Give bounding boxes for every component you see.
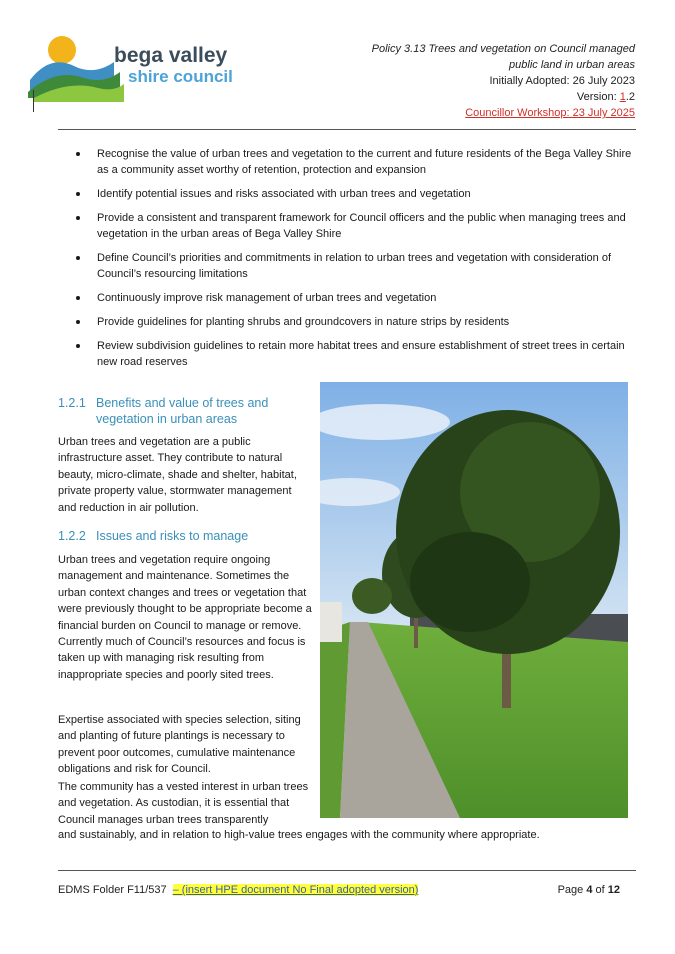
list-item (76, 210, 636, 242)
list-item (76, 146, 636, 178)
bullet (76, 256, 80, 260)
list-item (76, 250, 636, 282)
list-item-text: Recognise the value of urban trees and vegetation to the current and future residents of the Bega Valley Shire as a community asset worthy of retention, protection and expansion (97, 148, 632, 176)
council-logo (28, 32, 248, 104)
policy-title-line1: Policy 3.13 Trees and vegetation on Council managed (371, 43, 635, 55)
list-item-text: Define Council’s priorities and commitments in relation to urban trees and vegetation with consideration of Council’s resourcing limitations (97, 252, 612, 280)
section-number: 1.2.2 (58, 529, 86, 543)
bullet (76, 152, 80, 156)
list-item-text: Continuously improve risk management of urban trees and vegetation (97, 292, 437, 304)
policy-title-line2: public land in urban areas (509, 59, 635, 71)
version-minor: .2 (625, 91, 635, 103)
section-122-para2: Expertise associated with species selection, siting and planting of future plantings is necessary to prevent poor outcomes, cumulative maintenance obligations and risk for Council. (58, 714, 301, 776)
list-item-text: Provide a consistent and transparent framework for Council officers and the public when managing trees and vegetation in the urban areas of Bega Valley Shire (97, 212, 626, 240)
section-122-para1: Urban trees and vegetation require ongoing management and maintenance. Sometimes the urban context changes and trees or vegetation that were previously thought to be appropriate become a financial burden on Council to manage or remove. Currently much of Council’s resources and focus is taken up with managing risk resulting from inappropriate species and poorly sited trees. (58, 554, 312, 681)
page-label: Page (557, 884, 587, 896)
bullet (76, 216, 80, 220)
section-title-line1: Benefits and value of trees and (96, 396, 269, 410)
version (372, 89, 635, 105)
section-122-para3: The community has a vested interest in urban trees and vegetation. As custodian, it is essential that Council manages urban trees transparently (58, 781, 309, 826)
margin-bar (33, 90, 34, 112)
section-title: Issues and risks to manage (96, 529, 249, 543)
list-item-text: Review subdivision guidelines to retain more habitat trees and ensure establishment of street trees in certain new road reserves (97, 340, 625, 368)
section-number: 1.2.1 (58, 396, 86, 410)
page-number (558, 883, 620, 897)
logo-text-line1: bega valley (114, 44, 228, 67)
section-title-line2: vegetation in urban areas (96, 412, 238, 426)
section-121-body: Urban trees and vegetation are a public infrastructure asset. They contribute to natural beauty, micro-climate, shade and shelter, habitat, private property value, stormwater management and reduction in air pollution. (58, 436, 297, 514)
page-of: of (592, 884, 608, 896)
list-item (76, 314, 636, 330)
version-label: Version: (576, 91, 620, 103)
workshop-date: Councillor Workshop: 23 July 2025 (465, 107, 635, 119)
logo-sun (48, 36, 76, 64)
bullet (76, 344, 80, 348)
list-item (76, 186, 636, 202)
logo-text-line2: shire council (128, 67, 233, 86)
section-heading-122 (58, 528, 248, 544)
adopted-date: Initially Adopted: 26 July 2023 (489, 75, 635, 87)
page-current: 4 (586, 884, 593, 896)
header-rule (58, 129, 636, 130)
street-trees-photo (320, 382, 628, 818)
section-title (96, 395, 268, 427)
objectives-list (76, 146, 636, 378)
footer-rule (58, 870, 636, 871)
page-total: 12 (607, 884, 620, 896)
bullet (76, 320, 80, 324)
section-heading-121 (58, 395, 268, 427)
document-header (372, 41, 635, 121)
list-item-text: Identify potential issues and risks associated with urban trees and vegetation (97, 188, 471, 200)
photo-distant-tree (352, 578, 392, 614)
photo-fence (320, 602, 342, 642)
page-footer (58, 883, 636, 897)
bullet (76, 296, 80, 300)
edms-folder: EDMS Folder F11/537 (58, 884, 167, 896)
bullet (76, 192, 80, 196)
version-major: 1 (619, 91, 626, 103)
list-item (76, 290, 636, 306)
list-item-text: Provide guidelines for planting shrubs and groundcovers in nature strips by residents (97, 316, 510, 328)
section-122-para3-continued: and sustainably, and in relation to high-value trees engages with the community where appropriate. (58, 829, 540, 841)
list-item (76, 338, 636, 370)
insert-note: – (insert HPE document No Final adopted version) (172, 884, 419, 896)
photo-tree-canopy-shadow (410, 532, 530, 632)
